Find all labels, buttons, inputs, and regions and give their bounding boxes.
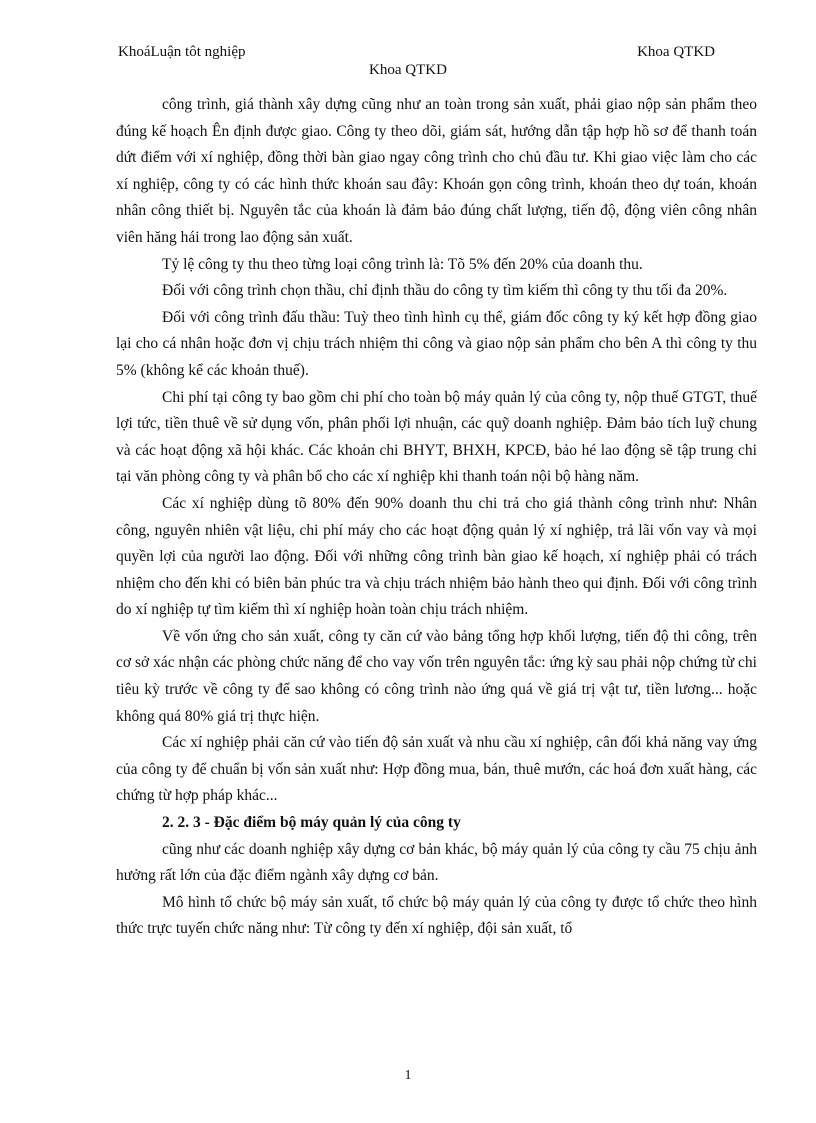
paragraph: Tỷ lệ công ty thu theo từng loại công trình là: Tõ 5% đến 20% của doanh thu. [162, 255, 643, 273]
paragraph: cũng như các doanh nghiệp xây dựng cơ bản khác, bộ máy quản lý của công ty cầu 75 chịu ảnh hưởng rất lớn của đặc điểm ngành xây dựng cơ bản. [116, 840, 757, 885]
paragraph: Các xí nghiệp dùng tõ 80% đến 90% doanh thu chi trả cho giá thành công trình như: Nhân công, nguyên nhiên vật liệu, chi phí máy cho các hoạt động quản lý xí nghiệp, trả lãi vốn vay và mọi quyền lợi của người lao động. Đối với những công trình bàn giao kế hoạch, xí nghiệp phải có trách nhiệm cho đến khi có biên bản phúc tra và chịu trách nhiệm bảo hành theo qui định. Đối với công trình do xí nghiệp tự tìm kiếm thì xí nghiệp hoàn toàn chịu trách nhiệm. [116, 494, 757, 619]
paragraph: Chi phí tại công ty bao gồm chi phí cho toàn bộ máy quản lý của công ty, nộp thuế GTGT, thuế lợi tức, tiền thuê về sử dụng vốn, phân phối lợi nhuận, các quỹ doanh nghiệp. Đảm bảo tích luỹ chung và các hoạt động xã hội khác. Các khoản chi BHYT, BHXH, KPCĐ, bảo hé lao động sẽ tập trung chi tại văn phòng công ty và phân bổ cho các xí nghiệp khi thanh toán nội bộ hàng năm. [116, 388, 757, 486]
paragraph: công trình, giá thành xây dựng cũng như an toàn trong sản xuất, phải giao nộp sản phẩm theo đúng kế hoạch Ên định được giao. Công ty theo dõi, giám sát, hướng dẫn tập hợp hồ sơ để thanh toán dứt điểm với xí nghiệp, đồng thời bàn giao ngay công trình cho chủ đầu tư. Khi giao việc làm cho các xí nghiệp, công ty có các hình thức khoán sau đây: Khoán gọn công trình, khoán theo dự toán, khoán nhân công thiết bị. Nguyên tắc của khoán là đảm bảo đúng chất lượng, tiến độ, động viên công nhân viên hăng hái trong lao động sản xuất. [116, 96, 757, 246]
paragraph: Mô hình tổ chức bộ máy sản xuất, tổ chức bộ máy quản lý của công ty được tổ chức theo hình thức trực tuyến chức năng như: Từ công ty đến xí nghiệp, đội sản xuất, tổ [116, 893, 757, 938]
page-number: 1 [404, 1068, 412, 1083]
paragraph: Đối với công trình chọn thầu, chỉ định thầu do công ty tìm kiếm thì công ty thu tối đa 20%. [162, 282, 728, 300]
paragraph: Các xí nghiệp phải căn cứ vào tiến độ sản xuất và nhu cầu xí nghiệp, cân đối khả năng vay ứng của công ty để chuẩn bị vốn sản xuất như: Hợp đồng mua, bán, thuê mướn, các hoá đơn xuất hàng, các chứng từ hợp pháp khác... [116, 734, 757, 805]
section-heading: 2. 2. 3 - Đặc điểm bộ máy quản lý của công ty [162, 814, 461, 832]
header-right-text: Khoa QTKD [637, 44, 715, 60]
paragraph: Đối với công trình đấu thầu: Tuỳ theo tình hình cụ thể, giám đốc công ty ký kết hợp đồng giao lại cho cá nhân hoặc đơn vị chịu trách nhiệm thi công và giao nộp sản phẩm cho bên A thì công ty thu 5% (không kể các khoản thuế). [116, 308, 757, 379]
header-left-text: KhoáLuận tôt nghiệp [118, 44, 246, 60]
header-center-text: Khoa QTKD [369, 62, 447, 78]
paragraph: Về vốn ứng cho sản xuất, công ty căn cứ vào bảng tổng hợp khối lượng, tiến độ thi công, trên cơ sở xác nhận các phòng chức năng để cho vay vốn trên nguyên tắc: ứng kỳ sau phải nộp chứng từ chi tiêu kỳ trước về công ty để sao không có công trình nào ứng quá về giá trị vật tư, tiền lương... hoặc không quá 80% giá trị thực hiện. [116, 627, 757, 725]
document-body [116, 92, 757, 943]
